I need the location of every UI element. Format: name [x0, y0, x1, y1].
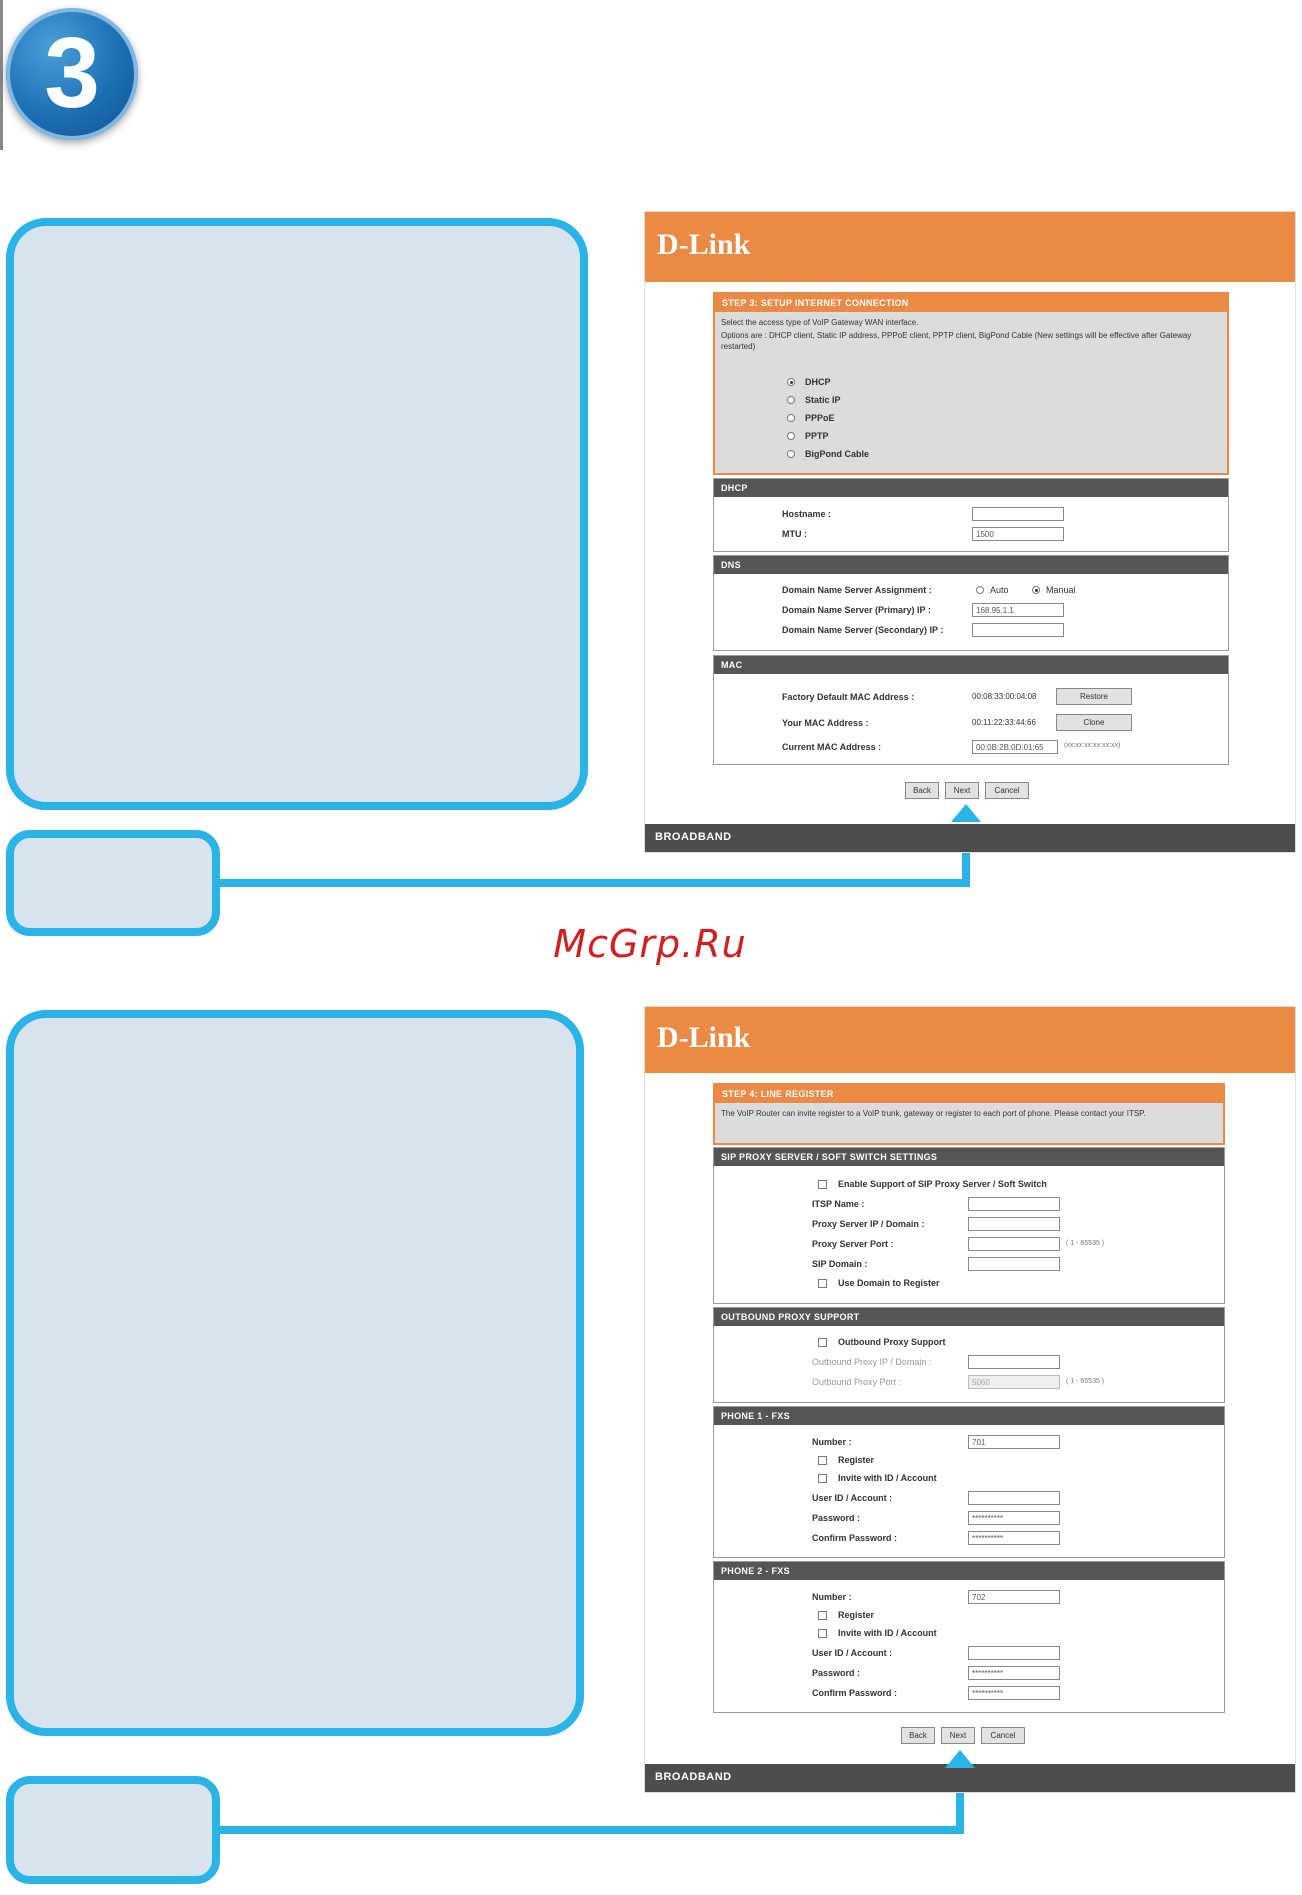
phone2-panel [713, 1561, 1225, 1713]
step3-intro-line1: Select the access type of VoIP Gateway WAN interface. [721, 318, 919, 327]
factory-mac-label: Factory Default MAC Address : [782, 692, 915, 702]
connector-line-2-h [218, 1826, 964, 1834]
phone1-register-label: Register [838, 1455, 875, 1465]
use-domain-checkbox[interactable] [818, 1279, 827, 1288]
hostname-input[interactable] [972, 507, 1064, 521]
phone1-password-input[interactable]: ********** [968, 1511, 1060, 1525]
dns-auto-label: Auto [990, 585, 1009, 595]
outbound-ip-label: Outbound Proxy IP / Domain : [812, 1357, 932, 1367]
hostname-label: Hostname : [782, 509, 832, 519]
mac-title: MAC [714, 656, 1228, 674]
use-domain-label: Use Domain to Register [838, 1278, 940, 1288]
sip-enable-checkbox[interactable] [818, 1180, 827, 1189]
phone2-invite-checkbox[interactable] [818, 1629, 827, 1638]
phone1-user-input[interactable] [968, 1491, 1060, 1505]
radio-bigpond[interactable] [787, 450, 795, 458]
phone2-password-input[interactable]: ********** [968, 1666, 1060, 1680]
outbound-enable-checkbox[interactable] [818, 1338, 827, 1347]
phone2-invite-label: Invite with ID / Account [838, 1628, 937, 1638]
proxy-port-label: Proxy Server Port : [812, 1239, 894, 1249]
page-edge-rule [0, 0, 3, 150]
sip-proxy-panel [713, 1147, 1225, 1304]
itsp-name-label: ITSP Name : [812, 1199, 865, 1209]
label-pptp: PPTP [805, 431, 829, 441]
phone1-register-checkbox[interactable] [818, 1456, 827, 1465]
footer-text: BROADBAND [655, 1771, 732, 1783]
dns-secondary-input[interactable] [972, 623, 1064, 637]
current-mac-label: Current MAC Address : [782, 742, 882, 752]
radio-dhcp[interactable] [787, 378, 795, 386]
dlink-header [645, 212, 1295, 282]
your-mac-value: 00:11:22:33:44:66 [972, 718, 1036, 727]
sip-enable-label: Enable Support of SIP Proxy Server / Soft Switch [838, 1179, 1047, 1189]
outbound-port-hint: ( 1 - 65535 ) [1066, 1378, 1105, 1385]
dns-assignment-label: Domain Name Server Assignment : [782, 585, 932, 595]
proxy-ip-input[interactable] [968, 1217, 1060, 1231]
phone2-title: PHONE 2 - FXS [714, 1562, 1224, 1580]
dlink-screen-step4 [645, 1007, 1295, 1792]
your-mac-label: Your MAC Address : [782, 718, 869, 728]
arrow-pointer-1 [951, 804, 981, 822]
radio-dns-auto[interactable] [976, 586, 984, 594]
dhcp-panel [713, 478, 1229, 552]
step-number: 3 [44, 17, 100, 129]
phone2-confirm-input[interactable]: ********** [968, 1686, 1060, 1700]
factory-mac-value: 00:08:33:00:04:08 [972, 692, 1037, 701]
radio-pptp[interactable] [787, 432, 795, 440]
step3-panel [713, 292, 1229, 475]
phone1-user-label: User ID / Account : [812, 1493, 893, 1503]
phone2-user-label: User ID / Account : [812, 1648, 893, 1658]
outbound-enable-label: Outbound Proxy Support [838, 1337, 946, 1347]
callout-box-next-2 [6, 1776, 220, 1884]
dns-secondary-label: Domain Name Server (Secondary) IP : [782, 625, 944, 635]
radio-pppoe[interactable] [787, 414, 795, 422]
dns-primary-input[interactable]: 168.95.1.1 [972, 603, 1064, 617]
phone1-confirm-input[interactable]: ********** [968, 1531, 1060, 1545]
step4-intro: The VoIP Router can invite register to a VoIP trunk, gateway or register to each port of phone. Please contact your ITSP. [721, 1109, 1146, 1118]
dlink-footer [645, 824, 1295, 852]
phone1-title: PHONE 1 - FXS [714, 1407, 1224, 1425]
phone2-password-label: Password : [812, 1668, 861, 1678]
step3-intro-line2: Options are : DHCP client, Static IP address, PPPoE client, PPTP client, BigPond Cable (New settings will be effective after Gateway restarted) [721, 331, 1192, 351]
dns-title: DNS [714, 556, 1228, 574]
label-pppoe: PPPoE [805, 413, 835, 423]
phone1-invite-checkbox[interactable] [818, 1474, 827, 1483]
outbound-ip-input[interactable] [968, 1355, 1060, 1369]
outbound-port-label: Outbound Proxy Port : [812, 1377, 902, 1387]
outbound-proxy-title: OUTBOUND PROXY SUPPORT [714, 1308, 1224, 1326]
dns-manual-label: Manual [1046, 585, 1076, 595]
step4-panel [713, 1083, 1225, 1145]
phone2-register-checkbox[interactable] [818, 1611, 827, 1620]
proxy-port-hint: ( 1 - 65535 ) [1066, 1240, 1105, 1247]
footer-text: BROADBAND [655, 831, 732, 843]
dns-panel [713, 555, 1229, 651]
dlink-logo: D-Link [657, 228, 751, 261]
radio-static-ip[interactable] [787, 396, 795, 404]
itsp-name-input[interactable] [968, 1197, 1060, 1211]
mtu-label: MTU : [782, 529, 807, 539]
restore-button[interactable]: Restore [1056, 688, 1132, 705]
dlink-logo: D-Link [657, 1021, 751, 1054]
step4-title: STEP 4: LINE REGISTER [715, 1085, 1223, 1103]
sip-proxy-title: SIP PROXY SERVER / SOFT SWITCH SETTINGS [714, 1148, 1224, 1166]
phone2-user-input[interactable] [968, 1646, 1060, 1660]
back-button-2[interactable]: Back [901, 1727, 935, 1744]
dlink-footer [645, 1764, 1295, 1792]
dhcp-title: DHCP [714, 479, 1228, 497]
proxy-ip-label: Proxy Server IP / Domain : [812, 1219, 925, 1229]
step3-title: STEP 3: SETUP INTERNET CONNECTION [715, 294, 1227, 312]
phone1-panel [713, 1406, 1225, 1558]
step-number-badge [6, 8, 138, 140]
phone2-number-label: Number : [812, 1592, 852, 1602]
connector-line-1-h [218, 879, 970, 887]
label-static-ip: Static IP [805, 395, 841, 405]
cancel-button-2[interactable]: Cancel [981, 1727, 1025, 1744]
watermark: McGrp.Ru [553, 922, 747, 966]
radio-dns-manual[interactable] [1032, 586, 1040, 594]
dlink-header [645, 1007, 1295, 1073]
proxy-port-input[interactable] [968, 1237, 1060, 1251]
current-mac-input[interactable]: 00:0B:2B:0D:01:65 [972, 740, 1058, 754]
phone2-confirm-label: Confirm Password : [812, 1688, 898, 1698]
sip-domain-label: SIP Domain : [812, 1259, 868, 1269]
arrow-pointer-2 [945, 1750, 975, 1768]
callout-box-next-1 [6, 830, 220, 936]
current-mac-hint: (xx:xx:xx:xx:xx:xx) [1064, 742, 1121, 749]
callout-box-bottom [6, 1010, 584, 1736]
back-button-1[interactable]: Back [905, 782, 939, 799]
phone2-register-label: Register [838, 1610, 875, 1620]
phone1-confirm-label: Confirm Password : [812, 1533, 898, 1543]
cancel-button-1[interactable]: Cancel [985, 782, 1029, 799]
phone1-number-label: Number : [812, 1437, 852, 1447]
label-bigpond: BigPond Cable [805, 449, 870, 459]
label-dhcp: DHCP [805, 377, 831, 387]
mtu-input[interactable]: 1500 [972, 527, 1064, 541]
clone-button[interactable]: Clone [1056, 714, 1132, 731]
dns-primary-label: Domain Name Server (Primary) IP : [782, 605, 931, 615]
callout-box-top [6, 218, 588, 810]
phone1-number-input[interactable]: 701 [968, 1435, 1060, 1449]
next-button-2[interactable]: Next [941, 1727, 975, 1744]
dlink-screen-step3 [645, 212, 1295, 852]
sip-domain-input[interactable] [968, 1257, 1060, 1271]
outbound-proxy-panel [713, 1307, 1225, 1403]
mac-panel [713, 655, 1229, 765]
phone1-invite-label: Invite with ID / Account [838, 1473, 937, 1483]
next-button-1[interactable]: Next [945, 782, 979, 799]
phone1-password-label: Password : [812, 1513, 861, 1523]
outbound-port-input[interactable]: 5060 [968, 1375, 1060, 1389]
phone2-number-input[interactable]: 702 [968, 1590, 1060, 1604]
